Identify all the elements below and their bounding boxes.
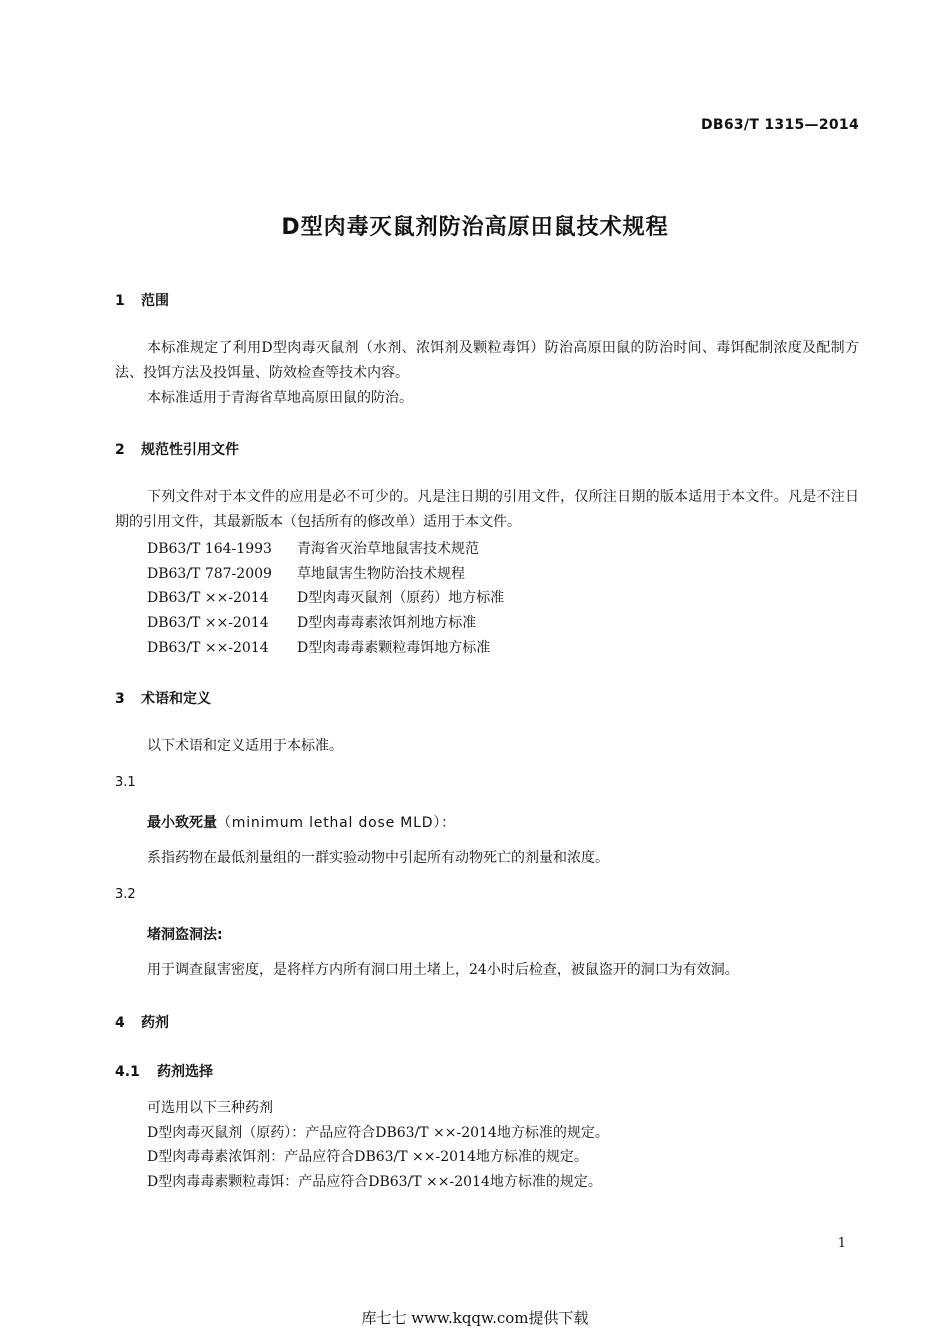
list-line: 可选用以下三种药剂: [147, 1100, 273, 1116]
reference-item: [147, 538, 479, 558]
list-line: D型肉毒毒素颗粒毒饵：产品应符合DB63/T ××-2014地方标准的规定。: [147, 1174, 602, 1190]
section-1-heading: [115, 290, 169, 310]
section-4-heading: [115, 1012, 169, 1032]
reference-item: [147, 637, 490, 657]
standard-number: DB63/T 1315—2014: [700, 117, 859, 133]
term-definition: 系指药物在最低剂量组的一群实验动物中引起所有动物死亡的剂量和浓度。: [147, 850, 609, 866]
list-line: D型肉毒灭鼠剂（原药）：产品应符合DB63/T ××-2014地方标准的规定。: [147, 1125, 609, 1141]
term-english: （minimum lethal dose MLD）：: [217, 815, 456, 831]
reference-item: [147, 612, 476, 632]
term-number: 3.1: [115, 775, 136, 790]
reference-name: 青海省灭治草地鼠害技术规范: [297, 541, 479, 557]
reference-code: DB63/T ××-2014: [147, 640, 269, 656]
section-title: 范围: [141, 293, 169, 309]
section-title: 药剂: [141, 1015, 169, 1031]
term-name: 堵洞盗洞法:: [147, 927, 223, 943]
section-2-heading: [115, 439, 239, 459]
paragraph: 本标准适用于青海省草地高原田鼠的防治。: [147, 390, 413, 406]
section-number: 2: [115, 442, 125, 458]
term-definition: 用于调查鼠害密度，是将样方内所有洞口用土堵上，24小时后检查，被鼠盗开的洞口为有效洞。: [147, 962, 739, 978]
reference-code: DB63/T ××-2014: [147, 615, 269, 631]
reference-code: DB63/T 164-1993: [147, 541, 272, 557]
section-number: 1: [115, 293, 125, 309]
reference-code: DB63/T 787-2009: [147, 566, 272, 582]
section-title: 术语和定义: [141, 691, 211, 707]
paragraph: 本标准规定了利用D型肉毒灭鼠剂（水剂、浓饵剂及颗粒毒饵）防治高原田鼠的防治时间、毒饵配制浓度及配制方法、投饵方法及投饵量、防效检查等技术内容。: [115, 340, 859, 381]
reference-code: DB63/T ××-2014: [147, 590, 269, 606]
reference-name: 草地鼠害生物防治技术规程: [297, 566, 465, 582]
paragraph: 下列文件对于本文件的应用是必不可少的。凡是注日期的引用文件，仅所注日期的版本适用于本文件。凡是不注日期的引用文件，其最新版本（包括所有的修改单）适用于本文件。: [115, 489, 859, 530]
reference-name: D型肉毒毒素颗粒毒饵地方标准: [297, 640, 491, 656]
document-title: D型肉毒灭鼠剂防治高原田鼠技术规程: [281, 215, 669, 240]
subsection-title: 药剂选择: [157, 1064, 213, 1080]
footer-text: 库七七 www.kqqw.com提供下载: [361, 1309, 589, 1327]
term-heading: [147, 812, 456, 832]
section-number: 3: [115, 691, 125, 707]
reference-name: D型肉毒灭鼠剂（原药）地方标准: [297, 590, 505, 606]
reference-name: D型肉毒毒素浓饵剂地方标准: [297, 615, 477, 631]
section-number: 4: [115, 1015, 125, 1031]
list-line: D型肉毒毒素浓饵剂：产品应符合DB63/T ××-2014地方标准的规定。: [147, 1149, 588, 1165]
subsection-4-1-heading: [115, 1061, 213, 1081]
reference-item: [147, 563, 465, 583]
term-name: 最小致死量: [147, 815, 217, 831]
paragraph: 以下术语和定义适用于本标准。: [147, 738, 343, 754]
subsection-number: 4.1: [115, 1064, 140, 1080]
term-number: 3.2: [115, 887, 136, 902]
section-3-heading: [115, 688, 211, 708]
page-number: 1: [837, 1236, 846, 1251]
reference-item: [147, 587, 504, 607]
section-title: 规范性引用文件: [141, 442, 239, 458]
